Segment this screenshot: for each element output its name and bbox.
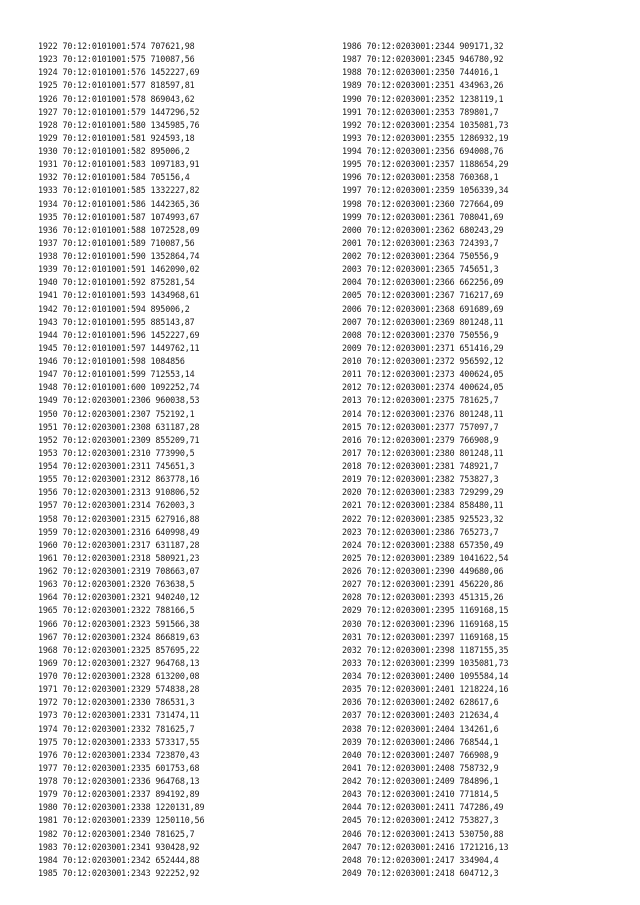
record-row: 2044 70:12:0203001:2411 747286,49 [342,802,504,813]
record-row: 1998 70:12:0203001:2360 727664,09 [342,198,504,209]
record-row: 2028 70:12:0203001:2393 451315,26 [342,592,504,603]
record-row: 2024 70:12:0203001:2388 657350,49 [342,539,504,550]
record-row: 1962 70:12:0203001:2319 708663,07 [38,566,200,576]
record-row: 1970 70:12:0203001:2328 613200,08 [38,671,200,681]
record-row: 1928 70:12:0101001:580 1345985,76 [38,119,200,130]
record-row: 1990 70:12:0203001:2352 1238119,1 [342,93,504,104]
record-row: 1967 70:12:0203001:2324 866819,63 [38,631,200,642]
record-row: 1954 70:12:0203001:2311 745651,3 [38,461,195,471]
record-row: 1974 70:12:0203001:2332 781625,7 [38,723,195,734]
record-row: 2010 70:12:0203001:2372 956592,12 [342,356,504,366]
record-row: 2007 70:12:0203001:2369 801248,11 [342,316,504,327]
record-row: 1968 70:12:0203001:2325 857695,22 [38,644,200,655]
record-row: 2006 70:12:0203001:2368 691689,69 [342,303,504,314]
record-row: 2039 70:12:0203001:2406 768544,1 [342,736,499,747]
record-row: 2042 70:12:0203001:2409 784896,1 [342,776,499,786]
record-row: 1996 70:12:0203001:2358 760368,1 [342,172,499,183]
record-row: 2011 70:12:0203001:2373 400624,05 [342,369,504,380]
record-row: 2026 70:12:0203001:2390 449680,06 [342,566,504,576]
record-row: 1957 70:12:0203001:2314 762003,3 [38,500,195,511]
record-row: 1922 70:12:0101001:574 707621,98 [38,41,195,51]
record-row: 1936 70:12:0101001:588 1072528,09 [38,224,200,235]
record-row: 1960 70:12:0203001:2317 631187,28 [38,539,200,550]
record-row: 2029 70:12:0203001:2395 1169168,15 [342,605,509,616]
record-row: 2041 70:12:0203001:2408 758732,9 [342,762,499,773]
record-row: 1945 70:12:0101001:597 1449762,11 [38,342,200,353]
record-row: 1951 70:12:0203001:2308 631187,28 [38,421,200,432]
record-column-left [38,40,338,880]
record-row: 2040 70:12:0203001:2407 766908,9 [342,749,499,760]
record-row: 1940 70:12:0101001:592 875281,54 [38,277,195,288]
record-row: 1924 70:12:0101001:576 1452227,69 [38,67,200,78]
record-row: 2030 70:12:0203001:2396 1169168,15 [342,618,509,629]
record-row: 1961 70:12:0203001:2318 580921,23 [38,552,200,563]
record-row: 2009 70:12:0203001:2371 651416,29 [342,342,504,353]
record-row: 1999 70:12:0203001:2361 708041,69 [342,211,504,222]
record-row: 1950 70:12:0203001:2307 752192,1 [38,408,195,419]
record-row: 2012 70:12:0203001:2374 400624,05 [342,382,504,393]
record-row: 1995 70:12:0203001:2357 1188654,29 [342,159,509,170]
record-row: 1985 70:12:0203001:2343 922252,92 [38,867,200,878]
record-row: 2023 70:12:0203001:2386 765273,7 [342,526,499,537]
record-row: 1942 70:12:0101001:594 895006,2 [38,303,190,314]
record-row: 1946 70:12:0101001:598 1084856 [38,356,185,366]
record-row: 2025 70:12:0203001:2389 1041622,54 [342,552,509,563]
record-row: 2036 70:12:0203001:2402 628617,6 [342,697,499,708]
record-row: 1997 70:12:0203001:2359 1056339,34 [342,185,509,196]
record-row: 1963 70:12:0203001:2320 763638,5 [38,579,195,590]
record-row: 1925 70:12:0101001:577 818597,81 [38,80,195,91]
record-row: 1959 70:12:0203001:2316 640998,49 [38,526,200,537]
record-row: 1927 70:12:0101001:579 1447296,52 [38,106,200,117]
record-row: 1965 70:12:0203001:2322 788166,5 [38,605,195,616]
record-row: 2033 70:12:0203001:2399 1035081,73 [342,657,509,668]
record-row: 1953 70:12:0203001:2310 773990,5 [38,447,195,458]
record-row: 1969 70:12:0203001:2327 964768,13 [38,657,200,668]
record-row: 1934 70:12:0101001:586 1442365,36 [38,198,200,209]
record-row: 2008 70:12:0203001:2370 750556,9 [342,329,499,340]
record-row: 1958 70:12:0203001:2315 627916,88 [38,513,200,524]
record-row: 1977 70:12:0203001:2335 601753,68 [38,762,200,773]
record-row: 2017 70:12:0203001:2380 801248,11 [342,447,504,458]
record-row: 2000 70:12:0203001:2362 680243,29 [342,224,504,235]
record-row: 1973 70:12:0203001:2331 731474,11 [38,710,200,721]
record-row: 2003 70:12:0203001:2365 745651,3 [342,264,499,275]
record-row: 2037 70:12:0203001:2403 212634,4 [342,710,499,721]
record-row: 1952 70:12:0203001:2309 855209,71 [38,434,200,445]
record-row: 1932 70:12:0101001:584 705156,4 [38,172,190,183]
record-row: 2016 70:12:0203001:2379 766908,9 [342,434,499,445]
record-row: 1938 70:12:0101001:590 1352864,74 [38,251,200,261]
record-row: 1955 70:12:0203001:2312 863778,16 [38,474,200,485]
record-row: 1941 70:12:0101001:593 1434968,61 [38,290,200,301]
record-row: 2018 70:12:0203001:2381 748921,7 [342,461,499,471]
record-row: 2047 70:12:0203001:2416 1721216,13 [342,841,509,852]
record-row: 1994 70:12:0203001:2356 694008,76 [342,146,504,156]
record-row: 1931 70:12:0101001:583 1097183,91 [38,159,200,170]
record-row: 2049 70:12:0203001:2418 604712,3 [342,867,499,878]
record-row: 2048 70:12:0203001:2417 334904,4 [342,854,499,865]
record-row: 1976 70:12:0203001:2334 723870,43 [38,749,200,760]
record-row: 1975 70:12:0203001:2333 573317,55 [38,736,200,747]
record-row: 2021 70:12:0203001:2384 858480,11 [342,500,504,511]
record-row: 1944 70:12:0101001:596 1452227,69 [38,329,200,340]
record-row: 1929 70:12:0101001:581 924593,18 [38,132,195,143]
record-row: 1971 70:12:0203001:2329 574838,28 [38,684,200,695]
record-row: 2013 70:12:0203001:2375 781625,7 [342,395,499,406]
record-row: 2045 70:12:0203001:2412 753827,3 [342,815,499,826]
record-row: 2027 70:12:0203001:2391 456220,86 [342,579,504,590]
record-row: 1980 70:12:0203001:2338 1220131,89 [38,802,205,813]
record-row: 2022 70:12:0203001:2385 925523,32 [342,513,504,524]
record-column-right [342,40,640,880]
record-row: 1956 70:12:0203001:2313 910806,52 [38,487,200,498]
record-row: 2032 70:12:0203001:2398 1187155,35 [342,644,509,655]
record-row: 1984 70:12:0203001:2342 652444,88 [38,854,200,865]
record-row: 1923 70:12:0101001:575 710087,56 [38,54,195,65]
record-row: 2014 70:12:0203001:2376 801248,11 [342,408,504,419]
record-row: 2001 70:12:0203001:2363 724393,7 [342,237,499,248]
record-row: 2035 70:12:0203001:2401 1218224,16 [342,684,509,695]
record-row: 1981 70:12:0203001:2339 1250110,56 [38,815,205,826]
record-row: 1930 70:12:0101001:582 895006,2 [38,146,190,156]
record-row: 1948 70:12:0101001:600 1092252,74 [38,382,200,393]
record-row: 1992 70:12:0203001:2354 1035081,73 [342,119,509,130]
record-row: 1937 70:12:0101001:589 710087,56 [38,237,195,248]
record-row: 1986 70:12:0203001:2344 909171,32 [342,41,504,51]
record-row: 1978 70:12:0203001:2336 964768,13 [38,776,200,786]
record-row: 1983 70:12:0203001:2341 930428,92 [38,841,200,852]
record-row: 1966 70:12:0203001:2323 591566,38 [38,618,200,629]
record-row: 1982 70:12:0203001:2340 781625,7 [38,828,195,839]
record-row: 1964 70:12:0203001:2321 940240,12 [38,592,200,603]
record-row: 2034 70:12:0203001:2400 1095584,14 [342,671,509,681]
record-row: 1926 70:12:0101001:578 869043,62 [38,93,195,104]
record-row: 1972 70:12:0203001:2330 786531,3 [38,697,195,708]
record-row: 1989 70:12:0203001:2351 434963,26 [342,80,504,91]
record-row: 1988 70:12:0203001:2350 744016,1 [342,67,499,78]
record-row: 1935 70:12:0101001:587 1074993,67 [38,211,200,222]
record-row: 2005 70:12:0203001:2367 716217,69 [342,290,504,301]
record-row: 2020 70:12:0203001:2383 729299,29 [342,487,504,498]
record-row: 1993 70:12:0203001:2355 1286932,19 [342,132,509,143]
record-row: 1991 70:12:0203001:2353 789801,7 [342,106,499,117]
record-row: 1947 70:12:0101001:599 712553,14 [38,369,195,380]
record-row: 1933 70:12:0101001:585 1332227,82 [38,185,200,196]
record-row: 1987 70:12:0203001:2345 946780,92 [342,54,504,65]
record-row: 2004 70:12:0203001:2366 662256,09 [342,277,504,288]
record-row: 2046 70:12:0203001:2413 530750,88 [342,828,504,839]
record-row: 1979 70:12:0203001:2337 894192,89 [38,789,200,800]
record-row: 2038 70:12:0203001:2404 134261,6 [342,723,499,734]
record-row: 1943 70:12:0101001:595 885143,87 [38,316,195,327]
record-row: 2043 70:12:0203001:2410 771814,5 [342,789,499,800]
record-row: 2031 70:12:0203001:2397 1169168,15 [342,631,509,642]
record-row: 2002 70:12:0203001:2364 750556,9 [342,251,499,261]
record-row: 1949 70:12:0203001:2306 960038,53 [38,395,200,406]
record-row: 2015 70:12:0203001:2377 757097,7 [342,421,499,432]
record-row: 1939 70:12:0101001:591 1462090,02 [38,264,200,275]
record-row: 2019 70:12:0203001:2382 753827,3 [342,474,499,485]
